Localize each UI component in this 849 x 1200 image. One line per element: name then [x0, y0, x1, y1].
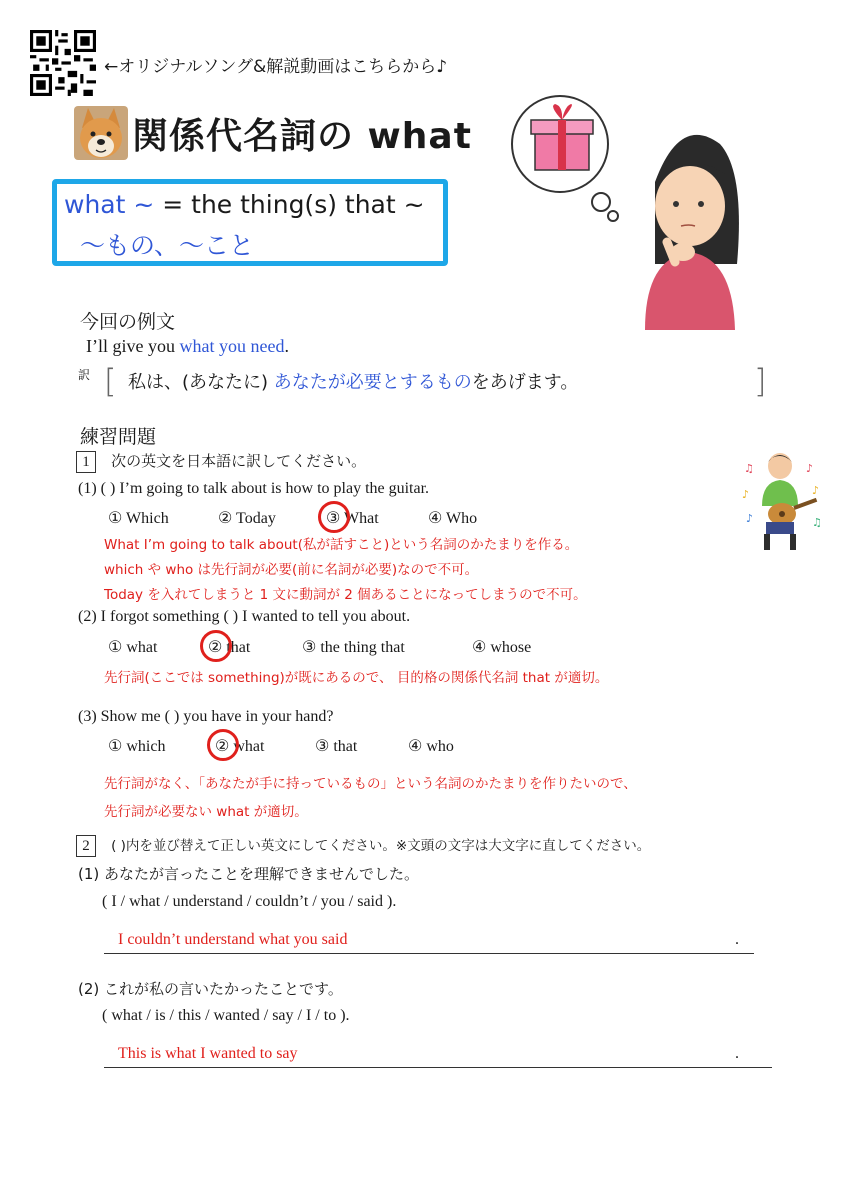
p2-q1-japanese: (1) あなたが言ったことを理解できませんでした。: [78, 865, 420, 883]
p1-q2-option-3[interactable]: ③ the thing that: [302, 639, 405, 656]
p1-q3-text: (3) Show me ( ) you have in your hand?: [78, 708, 334, 725]
example-label: 今回の例文: [80, 311, 176, 333]
p2-q2-period: .: [735, 1045, 739, 1062]
qr-code[interactable]: [30, 30, 96, 96]
svg-text:♫: ♫: [744, 462, 754, 475]
svg-text:♪: ♪: [746, 512, 754, 525]
p2-q1-answer-line: [104, 953, 754, 954]
p2-q1-words: ( I / what / understand / couldn’t / you / said ).: [102, 893, 397, 910]
p1-q3-answer-circle: [207, 729, 239, 761]
svg-text:♪: ♪: [812, 484, 820, 497]
p1-q3-option-1[interactable]: ① which: [108, 738, 166, 755]
p1-q3-option-4[interactable]: ④ who: [408, 738, 454, 755]
guitar-boy-illustration: [740, 446, 826, 554]
svg-text:♪: ♪: [742, 488, 750, 501]
translation-post: をあげます。: [471, 372, 579, 393]
p1-q1-text: (1) ( ) I’m going to talk about is how to play the guitar.: [78, 480, 430, 497]
svg-text:♫: ♫: [812, 516, 822, 529]
practice-label: 練習問題: [80, 426, 157, 448]
qr-caption: ←オリジナルソング&解説動画はこちらから♪: [104, 57, 448, 77]
part1-instruction: 次の英文を日本語に訳してください。: [111, 452, 367, 470]
p1-q1-explanation-2: which や who は先行詞が必要(前に名詞が必要)なので不可。: [104, 562, 479, 578]
formula-meaning: 〜もの、〜こと: [80, 231, 255, 260]
p2-q2-japanese: (2) これが私の言いたかったことです。: [78, 980, 343, 998]
p1-q1-option-2[interactable]: ② Today: [218, 510, 276, 527]
page-title: 関係代名詞の what: [132, 116, 472, 157]
p2-q1-answer[interactable]: I couldn’t understand what you said: [118, 931, 348, 948]
translation-highlight: あなたが必要とするもの: [273, 372, 472, 393]
formula-equals: = the thing(s) that ~: [154, 190, 425, 219]
part1-number: 1: [76, 451, 96, 473]
formula-line-1: [64, 190, 425, 219]
p1-q2-option-2[interactable]: ② that: [208, 639, 251, 656]
example-sentence-post: .: [284, 336, 289, 356]
p2-q2-words: ( what / is / this / wanted / say / I / to ).: [102, 1007, 350, 1024]
translation-pre: 私は、(あなたに): [128, 372, 274, 393]
p2-q2-answer[interactable]: This is what I wanted to say: [118, 1045, 298, 1062]
example-sentence-highlight: what you need: [179, 336, 285, 356]
p1-q2-text: (2) I forgot something ( ) I wanted to tell you about.: [78, 608, 411, 625]
p1-q1-option-3[interactable]: ③ What: [326, 510, 379, 527]
svg-text:♪: ♪: [806, 462, 814, 475]
p1-q3-option-2[interactable]: ② what: [215, 738, 265, 755]
part2-instruction: ( )内を並び替えて正しい英文にしてください。※文頭の文字は大文字に直してください。: [111, 838, 651, 854]
p1-q1-answer-circle: [318, 501, 350, 533]
p1-q3-option-3[interactable]: ③ that: [315, 738, 358, 755]
p1-q1-explanation-1: What I’m going to talk about(私が話すこと)という名詞のかたまりを作る。: [104, 537, 579, 553]
p1-q2-explanation-1: 先行詞(ここでは something)が既にあるので、 目的格の関係代名詞 that が適切。: [104, 670, 609, 686]
p1-q2-option-4[interactable]: ④ whose: [472, 639, 532, 656]
part2-header: [76, 834, 650, 857]
p1-q1-option-4[interactable]: ④ Who: [428, 510, 478, 527]
p2-q1-period: .: [735, 931, 739, 948]
part1-header: [76, 450, 366, 473]
example-translation: [128, 368, 578, 394]
p2-q2-answer-line: [104, 1067, 772, 1068]
thinking-girl-illustration: [505, 92, 750, 330]
p1-q2-answer-circle: [200, 630, 232, 662]
example-sentence: [86, 336, 289, 357]
part2-number: 2: [76, 835, 96, 857]
p1-q3-explanation-2: 先行詞が必要ない what が適切。: [104, 804, 308, 820]
bracket-right: ]: [754, 362, 767, 400]
example-sentence-pre: I’ll give you: [86, 336, 180, 356]
translation-label: 訳: [78, 368, 91, 382]
formula-what: what ~: [64, 190, 155, 219]
p1-q3-explanation-1: 先行詞がなく、「あなたが手に持っているもの」という名詞のかたまりを作りたいので、: [104, 776, 637, 792]
bracket-left: [: [104, 362, 117, 400]
p1-q1-explanation-3: Today を入れてしまうと 1 文に動詞が 2 個あることになってしまうので不可。: [104, 587, 587, 603]
shiba-dog-icon: [74, 106, 128, 160]
p1-q2-option-1[interactable]: ① what: [108, 639, 158, 656]
p1-q1-option-1[interactable]: ① Which: [108, 510, 169, 527]
